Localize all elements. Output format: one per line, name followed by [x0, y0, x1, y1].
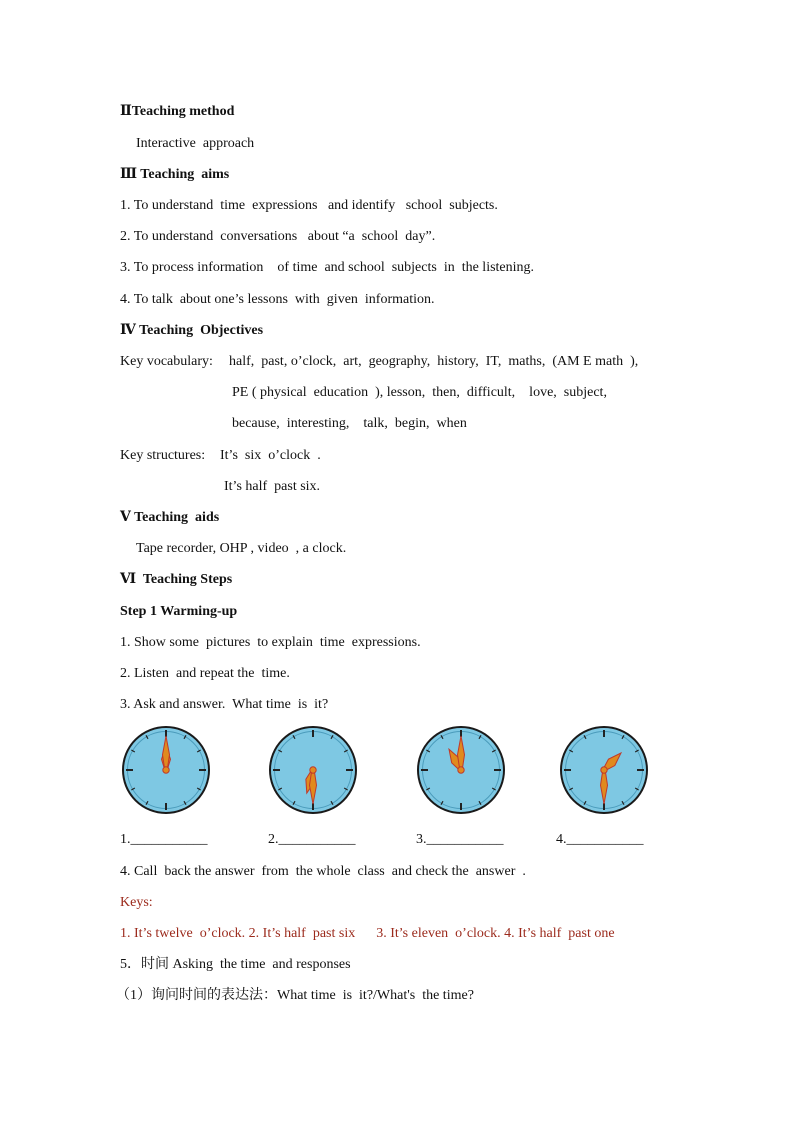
aim-item: 4. To talk about one’s lessons with given information.: [120, 292, 435, 307]
aim-item: 3. To process information of time and school subjects in the listening.: [120, 260, 535, 275]
clock-center: [458, 767, 464, 773]
vocab-line: PE ( physical education ), lesson, then, difficult, love, subject,: [232, 385, 607, 400]
keys-text: 1. It’s twelve o’clock. 2. It’s half past six 3. It’s eleven o’clock. 4. It’s half past one: [120, 926, 615, 941]
answer-blank: 2.___________: [268, 832, 356, 847]
method-text: Interactive approach: [136, 136, 255, 151]
answer-blank: 1.___________: [120, 832, 208, 847]
vocab-line: half, past, o’clock, art, geography, history, IT, maths, (AM E math ),: [229, 354, 639, 369]
vocab-line: because, interesting, talk, begin, when: [232, 416, 467, 431]
structure-line: It’s half past six.: [224, 479, 321, 494]
item5-sub: （1）询问时间的表达法：What time is it?/What's the time?: [116, 988, 474, 1003]
step1-item: 2. Listen and repeat the time.: [120, 666, 290, 681]
aim-item: 2. To understand conversations about “a school day”.: [120, 229, 436, 244]
clock-icon: [268, 725, 358, 815]
item5-heading: 5．时间 Asking the time and responses: [120, 957, 351, 972]
step1-item: 3. Ask and answer. What time is it?: [120, 697, 329, 712]
step1-heading: Step 1 Warming-up: [120, 604, 238, 619]
keys-label: Keys:: [120, 895, 153, 910]
step1-item: 4. Call back the answer from the whole class and check the answer .: [120, 864, 526, 879]
answer-blank: 4.___________: [556, 832, 644, 847]
clock-icon: [416, 725, 506, 815]
aids-heading: Ⅴ Teaching aids: [120, 510, 220, 525]
clock-center: [163, 767, 169, 773]
clock-icon: [121, 725, 211, 815]
clock-icon: [559, 725, 649, 815]
vocab-label: Key vocabulary:: [120, 354, 213, 369]
aids-text: Tape recorder, OHP , video , a clock.: [136, 541, 347, 556]
steps-heading: Ⅵ Teaching Steps: [120, 572, 233, 587]
aim-item: 1. To understand time expressions and identify school subjects.: [120, 198, 498, 213]
structure-line: It’s six o’clock .: [220, 448, 321, 463]
structures-label: Key structures:: [120, 448, 206, 463]
objectives-heading: Ⅳ Teaching Objectives: [120, 323, 264, 338]
answer-blank: 3.___________: [416, 832, 504, 847]
step1-item: 1. Show some pictures to explain time expressions.: [120, 635, 421, 650]
clock-center: [310, 767, 316, 773]
aims-heading: Ⅲ Teaching aims: [120, 167, 230, 182]
method-heading: ⅡTeaching method: [120, 104, 235, 119]
clock-center: [601, 767, 607, 773]
